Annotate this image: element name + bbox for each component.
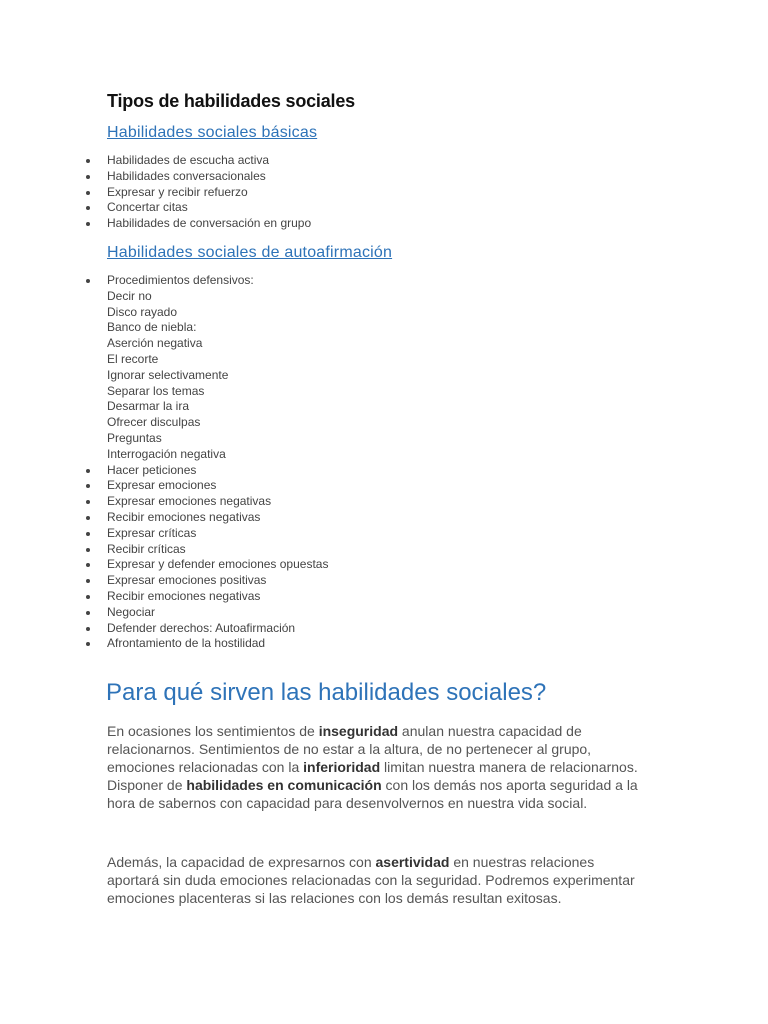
assertive-skills-heading-link[interactable]: Habilidades sociales de autoafirmación — [107, 244, 393, 261]
list-item-text: Habilidades conversacionales — [107, 168, 266, 183]
sub-item-text: Aserción negativa — [107, 336, 203, 351]
list-item — [0, 169, 311, 185]
list-item — [0, 216, 311, 232]
list-item — [0, 621, 328, 637]
bullet-icon — [86, 563, 90, 567]
bullet-icon — [86, 222, 90, 226]
list-item-text: Expresar emociones — [107, 478, 217, 493]
bullet-icon — [86, 548, 90, 552]
list-item — [0, 526, 328, 542]
list-item-text: Expresar y recibir refuerzo — [107, 184, 248, 199]
paragraph-text: Además, la capacidad de expresarnos con — [107, 854, 376, 870]
paragraph-text: limitan nuestra manera de relacionarnos. Disponer de — [107, 759, 638, 793]
list-item — [0, 153, 311, 169]
bullet-icon — [86, 206, 90, 210]
bullet-icon — [86, 595, 90, 599]
list-item-text: Expresar y defender emociones opuestas — [107, 557, 329, 572]
list-item — [0, 573, 328, 589]
bullet-icon — [86, 279, 90, 283]
list-item — [0, 510, 328, 526]
bold-term: inferioridad — [303, 759, 381, 775]
list-item-text: Expresar emociones negativas — [107, 494, 272, 509]
list-item-defensive-procedures — [0, 273, 328, 463]
list-item-text: Negociar — [107, 604, 156, 619]
paragraph-text: con los demás nos aporta seguridad a la hora de sabernos con capacidad para desenvolvernos en nuestra vida social. — [107, 777, 638, 811]
bullet-icon — [86, 484, 90, 488]
sub-item-text: Preguntas — [107, 430, 162, 445]
bold-term: inseguridad — [318, 723, 399, 739]
list-item — [0, 200, 311, 216]
list-item — [0, 542, 328, 558]
list-item-text: Expresar críticas — [107, 525, 197, 540]
page-title: Tipos de habilidades sociales — [107, 91, 355, 111]
sub-item-text: Ignorar selectivamente — [107, 367, 229, 382]
list-item-text: Expresar emociones positivas — [107, 573, 267, 588]
list-item-text: Procedimientos defensivos: — [107, 273, 254, 287]
basic-skills-list — [0, 153, 311, 232]
sub-item-text: Disco rayado — [107, 304, 178, 319]
sub-item-text: El recorte — [107, 351, 159, 366]
sub-item-text: Desarmar la ira — [107, 399, 190, 414]
bullet-icon — [86, 159, 90, 163]
list-item — [0, 185, 311, 201]
list-item-text: Recibir críticas — [107, 541, 186, 556]
bullet-icon — [86, 642, 90, 646]
bullet-icon — [86, 579, 90, 583]
list-item — [0, 636, 328, 652]
purpose-paragraph-1 — [107, 722, 647, 812]
paragraph-text: en nuestras relaciones aportará sin duda emociones relacionadas con la seguridad. Podremos experimentar emociones placenteras si las relaciones con los demás resultan exitosas. — [107, 854, 635, 906]
bold-term: habilidades en comunicación — [186, 777, 382, 793]
list-item-text: Defender derechos: Autoafirmación — [107, 620, 296, 635]
purpose-heading: Para qué sirven las habilidades sociales? — [106, 679, 547, 706]
sub-item-text: Decir no — [107, 288, 152, 303]
list-item — [0, 557, 328, 573]
bullet-icon — [86, 627, 90, 631]
sub-item-text: Separar los temas — [107, 383, 205, 398]
bullet-icon — [86, 175, 90, 179]
list-item-text: Afrontamiento de la hostilidad — [107, 636, 266, 651]
sub-item-text: Interrogación negativa — [107, 446, 226, 461]
bullet-icon — [86, 500, 90, 504]
list-item — [0, 478, 328, 494]
sub-item-text: Ofrecer disculpas — [107, 415, 201, 430]
bullet-icon — [86, 469, 90, 473]
list-item-text: Recibir emociones negativas — [107, 509, 261, 524]
assertive-skills-list — [0, 273, 328, 652]
list-item-text: Hacer peticiones — [107, 462, 197, 477]
list-item-text: Habilidades de escucha activa — [107, 153, 270, 167]
list-item — [0, 463, 328, 479]
bullet-icon — [86, 516, 90, 520]
bullet-icon — [86, 611, 90, 615]
list-item-text: Recibir emociones negativas — [107, 588, 261, 603]
list-item — [0, 605, 328, 621]
bullet-icon — [86, 191, 90, 195]
sub-item-text: Banco de niebla: — [107, 320, 197, 335]
bold-term: asertividad — [375, 854, 450, 870]
list-item — [0, 589, 328, 605]
paragraph-text: anulan nuestra capacidad de relacionarnos. Sentimientos de no estar a la altura, de no pertenecer al grupo, emociones relacionadas con la — [107, 723, 592, 775]
paragraph-text: En ocasiones los sentimientos de — [107, 723, 319, 739]
list-item-text: Concertar citas — [107, 200, 188, 215]
list-item-text: Habilidades de conversación en grupo — [107, 216, 312, 231]
list-item — [0, 494, 328, 510]
basic-skills-heading-link[interactable]: Habilidades sociales básicas — [107, 124, 318, 141]
purpose-paragraph-2 — [107, 853, 647, 907]
bullet-icon — [86, 532, 90, 536]
